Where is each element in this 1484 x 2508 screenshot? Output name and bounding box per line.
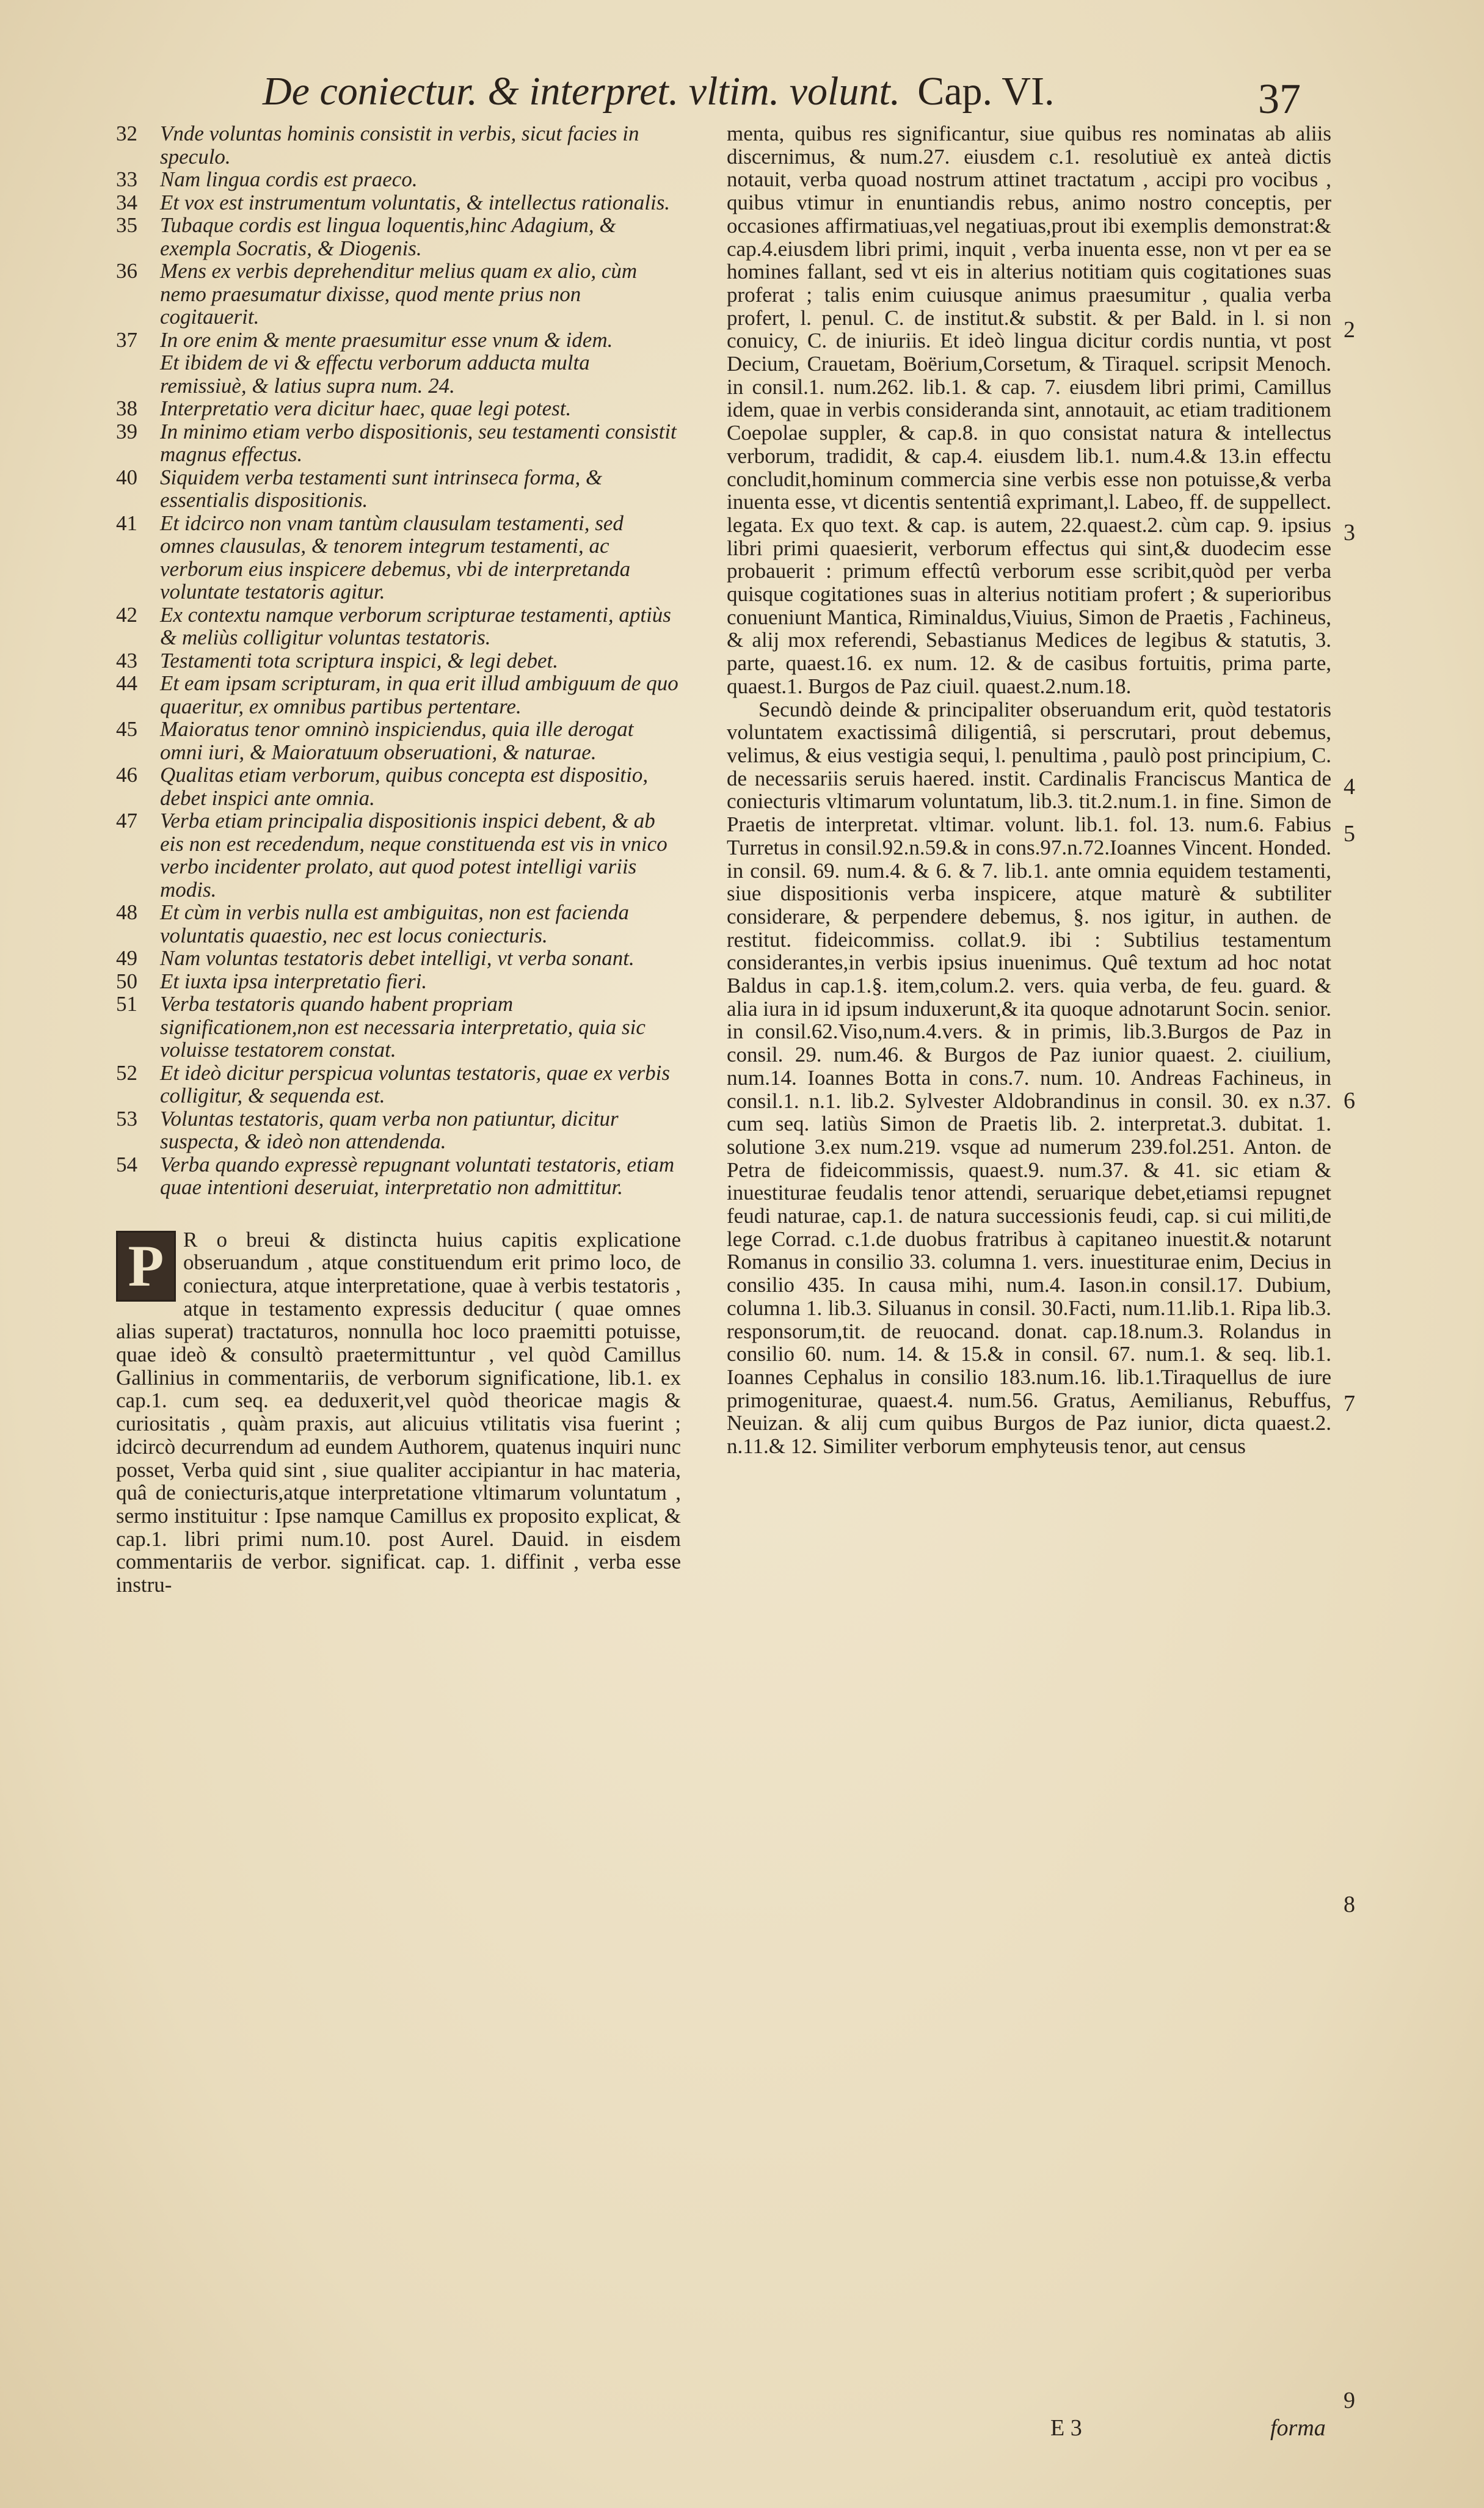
margin-note-number: 9 <box>1344 2388 1355 2413</box>
margin-note-number: 8 <box>1344 1892 1355 1917</box>
summary-item: 38 Interpretatio vera dicitur haec, quae legi potest. <box>116 396 572 420</box>
summary-item: 42 Ex contextu namque verborum scripturae testamenti, aptiùs & meliùs colligitur voluntas testatoris. <box>116 602 671 649</box>
left-column <box>116 122 681 1597</box>
summary-item: 53 Voluntas testatoris, quam verba non patiuntur, dicitur suspecta, & ideò non attendenda. <box>116 1106 619 1153</box>
running-header <box>263 64 1337 119</box>
summary-item: 35 Tubaque cordis est lingua loquentis,hinc Adagium, & exempla Socratis, & Diogenis. <box>116 213 616 260</box>
summary-item: 32 Vnde voluntas hominis consistit in verbis, sicut facies in speculo. <box>116 122 639 169</box>
margin-note-number: 4 <box>1344 774 1355 800</box>
summary-item: 39 In minimo etiam verbo dispositionis, seu testamenti consistit magnus effectus. <box>116 419 677 466</box>
page-number: 37 <box>1258 76 1301 123</box>
right-column <box>727 122 1331 1458</box>
signature-mark: E 3 <box>1050 2415 1082 2441</box>
summary-item: 46 Qualitas etiam verborum, quibus concepta est dispositio, debet inspici ante omnia. <box>116 763 649 810</box>
intro-text: R o breui & distincta huius capitis explicatione obseruandum , atque constituendum erit primo loco, de coniectura, atque interpretatione, quae à verbis testatoris , atque in testamento expressis deducitur ( quae omnes alias superat) tractaturos, nonnulla hoc loco praemitti potuisse, quae ideò & consultò praetermittuntur , vel quòd Camillus Gallinius in commentariis, de verborum significatione, lib.1. ex cap.1. cum seq. ea deduxerit,vel quòd theoricae magis & curiositatis , quàm praxis, aut alicuius vtilitatis visa fuerint ; idcircò decurrendum ad eundem Authorem, quatenus inquiri nunc posset, Verba quid sint , siue qualiter accipiantur in hac materia, quâ de coniecturis,atque interpretatione vltimarum voluntatum , sermo instituitur : Ipse namque Camillus ex proposito explicat, & cap.1. libri primi num.10. post Aurel. Dauid. in eisdem commentariis de verbor. significat. cap. 1. diffinit , verba esse instru- <box>116 1227 681 1597</box>
catchword: forma <box>1270 2415 1326 2441</box>
margin-note-number: 5 <box>1344 821 1355 847</box>
summary-item: 47 Verba etiam principalia dispositionis inspici debent, & ab eis non est recedendum, neque constituenda est vis in vnico verbo incidenter prolato, aut quod potest intelligi variis modis. <box>116 809 667 902</box>
summary-item: 33 Nam lingua cordis est praeco. <box>116 167 418 191</box>
summary-item: 40 Siquidem verba testamenti sunt intrinseca forma, & essentialis dispositionis. <box>116 465 603 512</box>
summary-item: 45 Maioratus tenor omninò inspiciendus, quia ille derogat omni iuri, & Maioratuum obseruationi, & naturae. <box>116 717 634 764</box>
body-paragraph-2: Secundò deinde & principaliter obseruandum erit, quòd testatoris voluntatem exactissimâ diligentiâ, si perscrutari, prout debemus, velimus, & eius vestigia sequi, l. penultima , paulò post principium, C. de necessariis seruis haered. instit. Cardinalis Franciscus Mantica de coniecturis vltimarum voluntatum, lib.3. tit.2.num.1. in fine. Simon de Praetis de interpretat. vltimar. volunt. lib.1. fol. 13. num.6. Fabius Turretus in consil.92.n.59.& in cons.97.n.72.Ioannes Vincent. Honded. in consil. 69. num.4. & 6. & 7. lib.1. ante omnia equidem testamenti, siue dispositionis verba inspicere, atque maturè & subtiliter considerare, & perpendere debemus, §. nos igitur, in authen. de restitut. fideicommiss. collat.9. ibi : Subtilius testamentum considerantes,in verbis ipsius inuenimus. Quê textum ad hoc notat Baldus in cap.1.§. item,colum.2. vers. quia verba, de feu. guard. & alia iura in id ipsum induxerunt,& ita quoque adnotarunt Socin. senior. in consil.62.Viso,num.4.vers. & in primis, lib.3.Burgos de Paz in consil. 29. num.46. & Burgos de Paz iunior quaest. 2. ciuilium, num.14. Ioannes Botta in cons.7. num. 10. Andreas Fachineus, in consil.1. n.1. lib.2. Sylvester Aldobrandinus in consil. 30. ex n.37. cum seq. latiùs Simon de Praetis lib. 2. interpretat.3. dubitat. 1. solutione 3.ex num.219. vsque ad numerum 239.fol.251. Anton. de Petra de fideicommissis, quaest.9. num.37. & 41. sic etiam & inuestiturae feudalis tenor attendi, seruarique debet,etiamsi repugnet feudi naturae, cap.1. de natura successionis feudi, cap. si cui militi,de lege Corrad. c.1.de duobus fratribus à capitaneo inuestit.& notarunt Romanus in consilio 33. columna 1. vers. inuestiturae enim, Decius in consilio 435. In causa mihi, num.4. Iason.in consil.17. Dubium, columna 1. lib.3. Siluanus in consil. 30.Facti, num.11.lib.1. Ripa lib.3. responsorum,tit. de reuocand. donat. cap.18.num.3. Rolandus in consilio 60. num. 14. & 15.& in consil. 67. num.1. & seq. lib.1. Ioannes Cephalus in consilio 183.num.16. lib.1.Tiraquellus de iure primogeniturae, quaest.4. num.56. Gratus, Aemilianus, Rebuffus, Neuizan. & alij cum quibus Burgos de Paz iunior, dicta quaest.2. n.11.& 12. Similiter verborum emphyteusis tenor, aut census <box>727 697 1331 1459</box>
header-title: De coniectur. & interpret. vltim. volunt. <box>263 69 901 114</box>
summary-item: 36 Mens ex verbis deprehenditur melius quam ex alio, cùm nemo praesumatur dixisse, quod mente prius non cogitauerit. <box>116 259 638 329</box>
summary-item: 51 Verba testatoris quando habent propriam significationem,non est necessaria interpretatio, quia sic voluisse testatorem constat. <box>116 992 646 1062</box>
summary-item: 44 Et eam ipsam scripturam, in qua erit illud ambiguum de quo quaeritur, ex omnibus partibus pertentare. <box>116 671 678 718</box>
summary-item: 50 Et iuxta ipsa interpretatio fieri. <box>116 969 427 993</box>
body-paragraph-1: menta, quibus res significantur, siue quibus res nominatas ab aliis discernimus, & num.27. eiusdem c.1. resolutiuè ex anteà dictis notauit, verba quoad nostrum attinet tractatum , accipi pro vocibus , quibus vtimur in enuntiandis rebus, animo nostro conceptis, per occasiones affirmatiuas,vel negatiuas,prout ibi exemplis demonstrat:& cap.4.eiusdem libri primi, inquit , verba inuenta esse, non vt per ea se homines fallant, sed vt eis in alterius notitiam quis cogitationes suas proferat ; talis enim cuiusque animus praesumitur , qualia verba profert, l. penul. C. de institut.& substit. & per Bald. in l. si non conuicy, C. de iniuriis. Et ideò lingua dicitur cordis nuntia, vt post Decium, Crauetam, Boërium,Corsetum, & Tiraquel. scripsit Menoch. in consil.1. num.262. lib.1. & cap. 7. eiusdem libri primi, Camillus idem, quae in verbis consideranda sint, annotauit, ac etiam traditionem Coepolae suppler, & cap.8. in quo consistat natura & intellectus verborum, tradidit, & cap.4. eiusdem lib.1. num.4.& 13.in effectu concludit,hominum commercia sine verbis esse non potuisse,& verba inuenta esse, vt dicentis sententiâ exprimant,l. Labeo, ff. de suppellect. legata. Ex quo text. & cap. is autem, 22.quaest.2. cùm cap. 9. ipsius libri primi quaesierit, verborum effectus qui sint,& duodecim esse probauerit : primum effectû verborum esse scribit,quòd per verba quisque cogitationes suas in alterius notitiam profert ; & superioribus conueniunt Mantica, Riminaldus,Viuius, Simon de Praetis , Fachineus, & alij mox referendi, Sebastianus Medices de legibus & statutis, 3. parte, quaest.16. ex num. 12. & de casibus fortuitis, prima parte, quaest.1. Burgos de Paz ciuil. quaest.2.num.18. <box>727 122 1331 698</box>
summary-item: 49 Nam voluntas testatoris debet intelligi, vt verba sonant. <box>116 946 635 970</box>
summary-item: 34 Et vox est instrumentum voluntatis, & intellectus rationalis. <box>116 190 671 214</box>
margin-note-number: 3 <box>1344 520 1355 545</box>
drop-cap: P <box>116 1231 176 1302</box>
summary-item: Et ibidem de vi & effectu verborum adducta multa remissiuè, & latius supra num. 24. <box>160 351 590 398</box>
margin-note-number: 7 <box>1344 1391 1355 1416</box>
summary-item: 52 Et ideò dicitur perspicua voluntas testatoris, quae ex verbis colligitur, & sequenda est. <box>116 1060 671 1107</box>
summary-item: 37 In ore enim & mente praesumitur esse vnum & idem. <box>116 327 613 352</box>
summary-list <box>116 122 681 1199</box>
margin-note-number: 6 <box>1344 1088 1355 1114</box>
summary-item: 48 Et cùm in verbis nulla est ambiguitas, non est facienda voluntatis quaestio, nec est locus coniecturis. <box>116 900 629 947</box>
intro-paragraph <box>116 1228 681 1597</box>
margin-note-number: 2 <box>1344 317 1355 343</box>
summary-item: 43 Testamenti tota scriptura inspici, & legi debet. <box>116 648 559 673</box>
summary-item: 54 Verba quando expressè repugnant voluntati testatoris, etiam quae intentioni deseruiat, interpretatio non admittitur. <box>116 1152 675 1199</box>
header-chapter: Cap. VI. <box>917 69 1055 114</box>
summary-item: 41 Et idcirco non vnam tantùm clausulam testamenti, sed omnes clausulas, & tenorem integrum testamenti, ac verborum eius inspicere debemus, vbi de interpretanda voluntate testatoris agitur. <box>116 511 631 603</box>
